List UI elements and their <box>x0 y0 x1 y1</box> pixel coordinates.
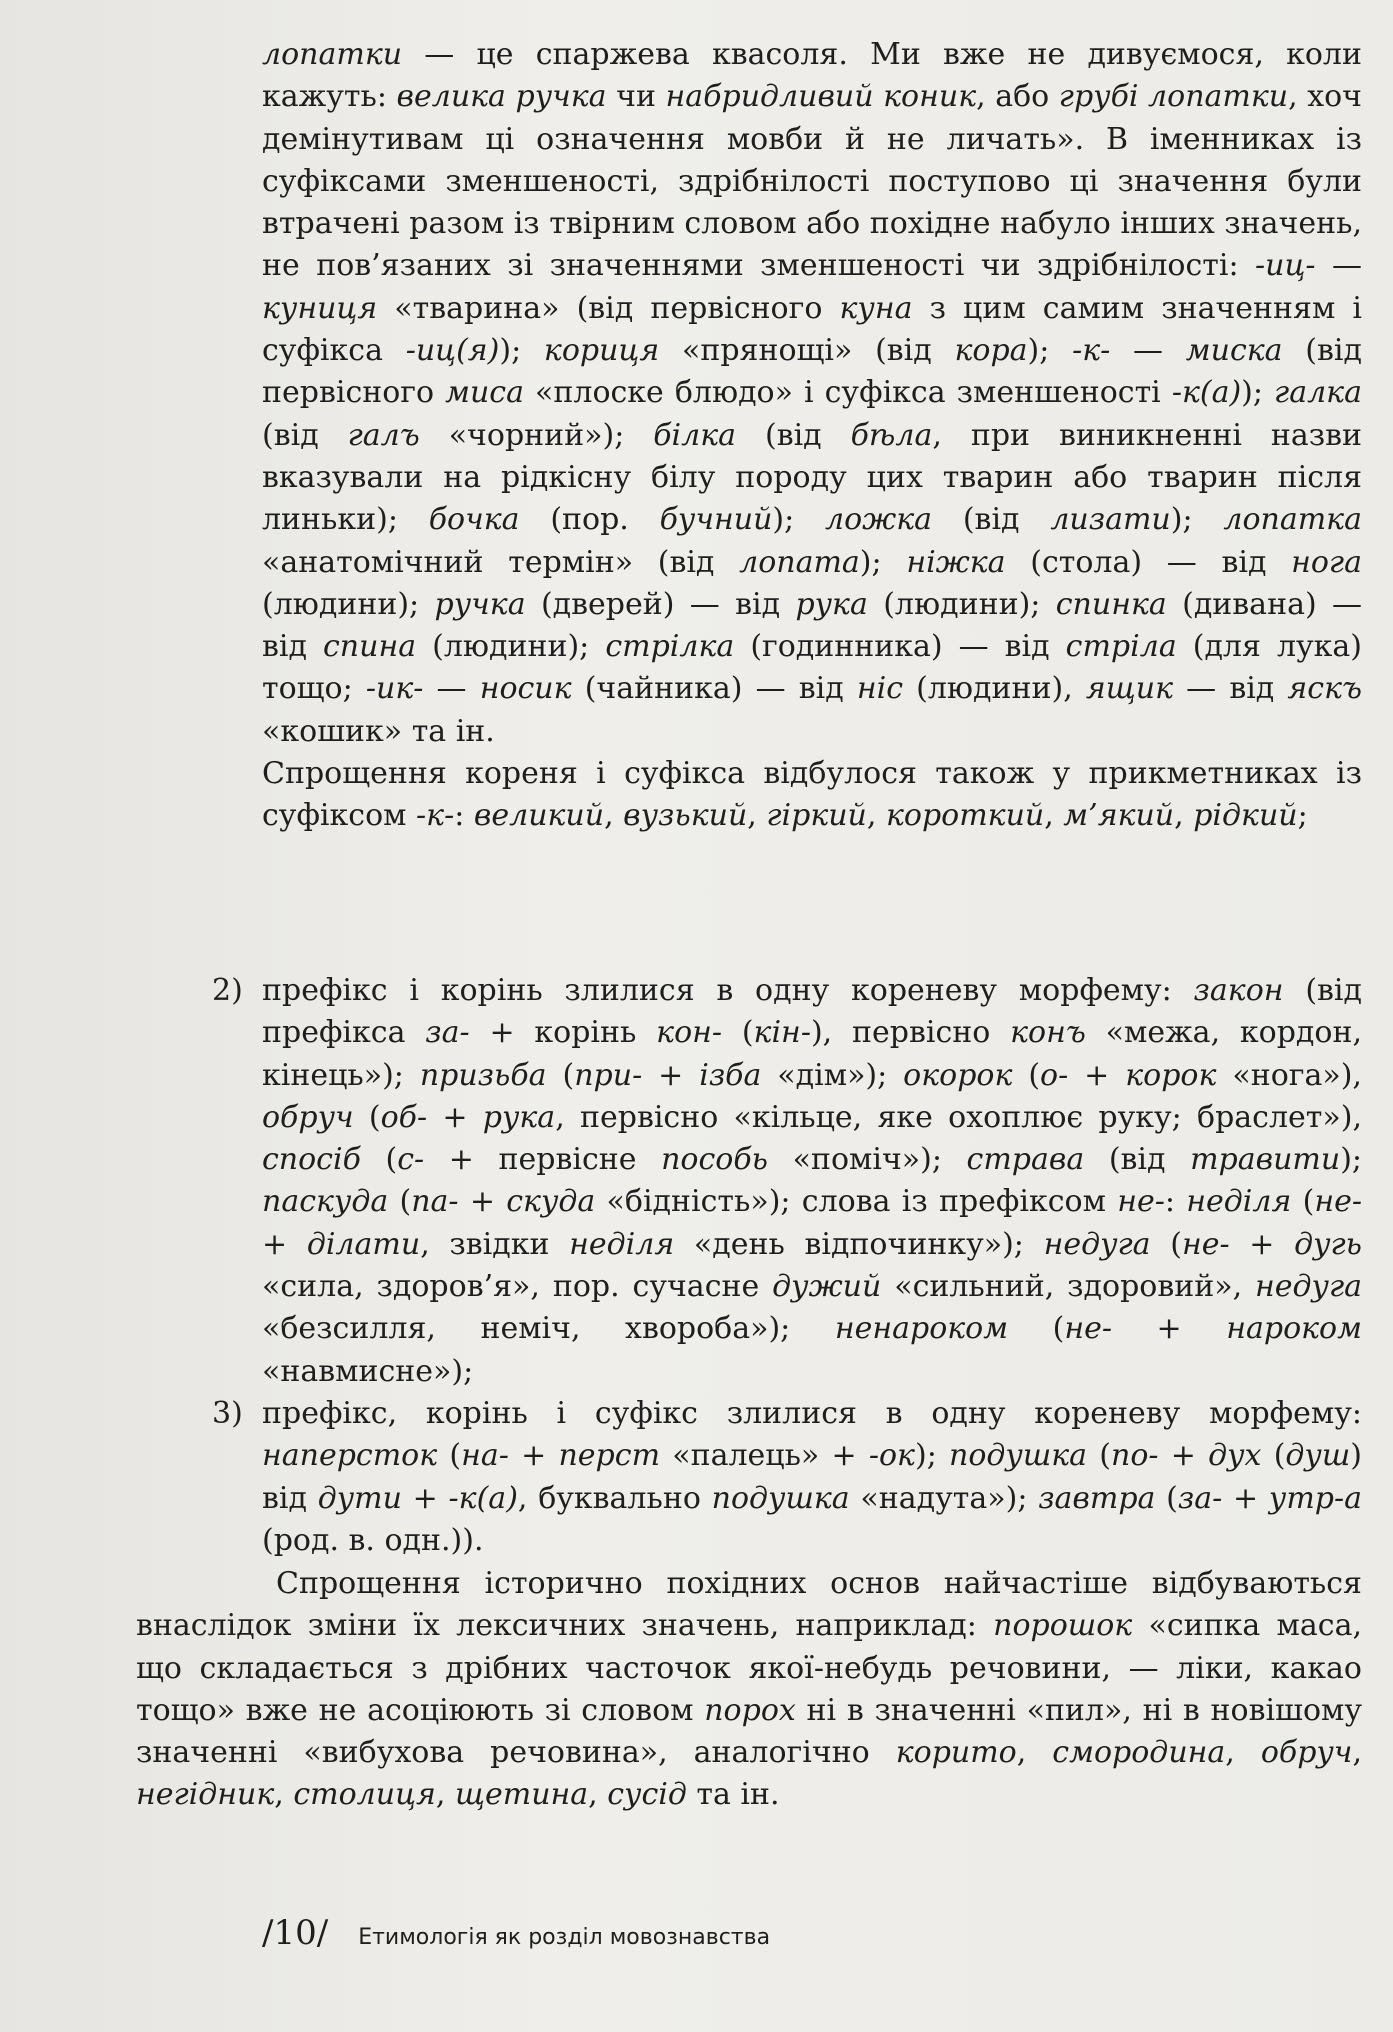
list-item-text <box>262 1393 1362 1562</box>
text-run: + <box>1222 1480 1269 1516</box>
italic-term: дух <box>1208 1438 1262 1474</box>
text-run: ( <box>1291 1184 1315 1220</box>
italic-term: спосіб <box>262 1142 361 1178</box>
text-run: , <box>588 1777 608 1813</box>
italic-term: ніжка <box>906 544 1006 580</box>
italic-term: короткий <box>885 798 1045 834</box>
italic-term: ізба <box>699 1057 762 1093</box>
italic-term: сусід <box>607 1777 687 1813</box>
text-run: «плоске блюдо» і суфікса зменшеності <box>524 375 1172 411</box>
italic-term: лопатки <box>262 37 403 72</box>
italic-term: недуга <box>1043 1226 1151 1262</box>
text-run: (від <box>932 502 1051 538</box>
list-item-2 <box>212 970 1362 1393</box>
italic-term: утр-а <box>1268 1480 1362 1516</box>
italic-term: паскуда <box>262 1184 389 1220</box>
text-run: — від <box>1173 671 1288 707</box>
italic-term: кін- <box>753 1015 811 1051</box>
text-run: ); <box>859 544 907 580</box>
text-run: + <box>642 1057 700 1093</box>
text-run: ( <box>546 1057 575 1093</box>
italic-term: носик <box>479 671 572 707</box>
italic-term: грубі лопатки <box>1058 79 1289 115</box>
italic-term: велика ручка <box>396 79 607 115</box>
italic-term: куниця <box>262 290 378 326</box>
list-number: 3) <box>212 1396 243 1431</box>
italic-term: рука <box>482 1099 556 1135</box>
text-run: , <box>604 798 624 834</box>
italic-term: не- <box>1181 1226 1230 1262</box>
text-run: ні в значенні «пил», ні в новішому значенні «вибухова речовина», аналогічно <box>136 1692 1362 1771</box>
italic-term: травити <box>1190 1142 1341 1178</box>
italic-term: -иц- <box>1255 248 1316 284</box>
text-run: (пор. <box>519 502 660 538</box>
italic-term: ніс <box>856 671 904 707</box>
text-run: (чайника) — від <box>571 671 857 707</box>
text-run: «палець» + <box>660 1438 869 1474</box>
italic-term: неділя <box>1186 1184 1292 1220</box>
italic-term: спинка <box>1055 586 1167 622</box>
text-run: (від первісного <box>262 333 1362 411</box>
text-run: , звідки <box>420 1226 570 1262</box>
italic-term: подушка <box>949 1438 1088 1474</box>
italic-term: не- <box>1314 1184 1363 1220</box>
text-run: + <box>1229 1226 1295 1262</box>
text-run: ( <box>437 1438 462 1474</box>
italic-term: білка <box>653 417 737 453</box>
text-run: Спрощення кореня і суфікса відбулося також у прикметниках із суфіксом <box>262 756 1362 834</box>
text-run: ( <box>1261 1438 1286 1474</box>
text-run: ( <box>722 1015 754 1051</box>
italic-term: спина <box>323 629 417 665</box>
text-run: + <box>1068 1057 1126 1093</box>
text-run: (людини); <box>416 629 606 665</box>
italic-term: порошок <box>993 1608 1133 1644</box>
italic-term: обруч <box>262 1099 354 1135</box>
italic-term: ручка <box>434 586 526 622</box>
text-run: , <box>1352 1735 1363 1771</box>
italic-term: призьба <box>419 1057 547 1093</box>
italic-term: лопата <box>739 544 860 580</box>
paragraph-adjectives <box>262 753 1362 838</box>
italic-term: рука <box>795 586 868 622</box>
italic-term: нароком <box>1226 1311 1362 1347</box>
italic-term: неділя <box>569 1226 675 1262</box>
italic-term: -ок <box>868 1438 915 1474</box>
paragraph-diminutives <box>262 34 1362 838</box>
text-run: (дверей) — від <box>525 586 796 622</box>
running-title: Етимологія як розділ мовознавства <box>358 1925 771 1950</box>
text-run: ( <box>353 1099 381 1135</box>
italic-term: недуга <box>1255 1269 1363 1305</box>
text-run: , <box>435 1777 455 1813</box>
text-run: «сильний, здоровий», <box>881 1269 1256 1305</box>
italic-term: подушка <box>711 1480 850 1516</box>
italic-term: дугь <box>1294 1226 1362 1262</box>
text-run: «день відпочинку»); <box>674 1226 1044 1262</box>
text-run: «нога»), <box>1216 1057 1362 1093</box>
text-run: , <box>1016 1735 1053 1771</box>
italic-term: о- <box>1040 1057 1069 1093</box>
italic-term: ділати <box>306 1226 421 1262</box>
italic-term: рідкий <box>1193 798 1298 834</box>
text-run: ; <box>1297 798 1308 834</box>
text-run: , хоч демінутивам ці означення мовби й не личать». В іменниках із суфіксами зменшеності, здрібнілості поступово ці значення були втрачені разом із твірним словом або похідне набуло інших значень, не пов’язаних зі значеннями зменшеності чи здрібнілості: <box>262 79 1363 284</box>
text-run: , <box>1174 798 1194 834</box>
italic-term: м’який <box>1063 798 1175 834</box>
text-run: (для лука) тощо; <box>262 629 1362 707</box>
italic-term: ящик <box>1085 671 1174 707</box>
italic-term: гіркий <box>766 798 867 834</box>
italic-term: скуда <box>506 1184 596 1220</box>
italic-term: великий <box>473 798 605 834</box>
italic-term: закон <box>1193 973 1284 1008</box>
text-run: (людини); <box>867 586 1056 622</box>
italic-term: дути <box>317 1480 402 1516</box>
italic-term: ненароком <box>834 1311 1009 1347</box>
text-run: (від <box>736 417 851 453</box>
list-number: 2) <box>212 973 243 1008</box>
italic-term: корок <box>1125 1057 1217 1093</box>
text-run: (від <box>262 417 348 453</box>
italic-term: стрілка <box>605 629 735 665</box>
italic-term: наперсток <box>262 1438 438 1474</box>
text-run: ); <box>1027 333 1073 369</box>
text-run: префікс, корінь і суфікс злилися в одну кореневу морфему: <box>262 1396 1362 1431</box>
text-run: + <box>1112 1311 1227 1347</box>
text-run: ( <box>1150 1226 1182 1262</box>
text-run: (годинника) — від <box>734 629 1066 665</box>
text-run: (людини), <box>903 671 1086 707</box>
italic-term: па- <box>411 1184 459 1220</box>
text-run: , первісно «кільце, яке охоплює руку; браслет»), <box>555 1099 1362 1135</box>
text-run: «безсилля, неміч, хвороба»); <box>262 1311 835 1347</box>
italic-term: смородина <box>1052 1735 1226 1771</box>
italic-term: ложка <box>825 502 933 538</box>
list-item-3 <box>212 1393 1362 1562</box>
text-run: «межа, кордон, кінець»); <box>262 1015 1362 1093</box>
text-run: «надута»); <box>849 1480 1039 1516</box>
text-run: + <box>262 1226 307 1262</box>
text-run: , <box>1044 798 1064 834</box>
italic-term: обруч <box>1260 1735 1353 1771</box>
italic-term: конъ <box>1010 1015 1086 1051</box>
text-run: — <box>1315 248 1363 284</box>
italic-term: набридливий коник <box>665 79 977 115</box>
italic-term: галъ <box>347 417 420 453</box>
text-run: ( <box>388 1184 412 1220</box>
text-run: ( <box>1008 1311 1065 1347</box>
text-run: ); <box>772 502 825 538</box>
paragraph-text <box>262 34 1362 753</box>
italic-term: столиця <box>293 1777 436 1813</box>
italic-term: лопатка <box>1223 502 1362 538</box>
italic-term: при- <box>574 1057 643 1093</box>
text-run: , при виникненні назви вказували на рідкісну білу породу цих тварин або тварин після линьки); <box>262 417 1362 538</box>
italic-term: -к- <box>1072 333 1111 369</box>
italic-term: не- <box>1117 1184 1165 1220</box>
text-run: ); <box>1170 502 1224 538</box>
text-run: «чорний»); <box>419 417 654 453</box>
italic-term: за- <box>425 1015 470 1051</box>
text-run: — <box>1110 333 1186 369</box>
italic-term: пособь <box>661 1142 768 1178</box>
text-run: «тварина» (від первісного <box>377 290 840 326</box>
text-run: «навмисне»); <box>262 1353 474 1389</box>
text-run: префікс і корінь злилися в одну кореневу морфему: <box>262 973 1194 1008</box>
italic-term: бѣла <box>850 417 933 453</box>
text-run: , <box>274 1777 294 1813</box>
text-run: (дивана) — від <box>262 586 1363 665</box>
text-run: Спрощення історично похідних основ найчастіше відбуваються внаслідок зміни їх лексичних значень, наприклад: <box>136 1566 1362 1644</box>
text-run: + корінь <box>469 1015 657 1051</box>
text-run: «дім»); <box>761 1057 904 1093</box>
italic-term: кон- <box>656 1015 723 1051</box>
italic-term: -к(а) <box>448 1480 518 1516</box>
text-run: (від префікса <box>262 973 1362 1051</box>
text-run: , <box>1225 1735 1261 1771</box>
italic-term: с- <box>397 1142 425 1178</box>
italic-term: за- <box>1177 1480 1223 1516</box>
italic-term: вузький <box>623 798 748 834</box>
text-run: ), первісно <box>810 1015 1011 1051</box>
italic-term: порох <box>704 1692 796 1728</box>
text-run: ( <box>1087 1438 1111 1474</box>
italic-term: нога <box>1291 544 1362 580</box>
text-run: ( <box>1012 1057 1041 1093</box>
text-run: «сипка маса, що складається з дрібних часточок якої-небудь речовини, — ліки, какао тощо» вже не асоціюють зі словом <box>136 1608 1362 1728</box>
text-run: «сила, здоров’я», пор. сучасне <box>262 1269 773 1305</box>
text-run: «прянощі» (від <box>659 333 955 369</box>
text-run: ); <box>1241 375 1275 411</box>
italic-term: -к- <box>416 798 455 834</box>
italic-term: -иц(я) <box>405 333 500 369</box>
text-run: + первісне <box>424 1142 662 1178</box>
italic-term: куна <box>839 290 913 326</box>
text-run: , буквально <box>517 1480 712 1516</box>
text-run: ( <box>1155 1480 1178 1516</box>
text-run: , <box>747 798 767 834</box>
text-run: + <box>401 1480 449 1516</box>
list-item-text <box>262 970 1362 1393</box>
italic-term: негідник <box>136 1777 275 1813</box>
text-run: «поміч»); <box>768 1142 967 1178</box>
text-run: «бідність»); слова із префіксом <box>595 1184 1118 1220</box>
italic-term: страва <box>966 1142 1085 1178</box>
text-run: та ін. <box>686 1777 780 1813</box>
text-run: «кошик» та ін. <box>262 713 495 749</box>
italic-term: миска <box>1185 333 1283 369</box>
italic-term: бочка <box>428 502 520 538</box>
italic-term: бучний <box>659 502 773 538</box>
text-run: (людини); <box>262 586 435 622</box>
italic-term: стріла <box>1065 629 1177 665</box>
italic-term: дужий <box>772 1269 882 1305</box>
text-run: з цим самим значенням і суфікса <box>262 290 1362 369</box>
text-run: + <box>508 1438 559 1474</box>
italic-term: галка <box>1274 375 1362 411</box>
italic-term: завтра <box>1038 1480 1156 1516</box>
italic-term: лизати <box>1050 502 1171 538</box>
text-run: , або <box>976 79 1059 115</box>
text-run: , <box>866 798 886 834</box>
text-run: — це спаржева квасоля. Ми вже не дивуємося, коли кажуть: <box>262 37 1362 115</box>
text-run: + <box>427 1099 483 1135</box>
italic-term: об- <box>380 1099 428 1135</box>
italic-term: щетина <box>454 1777 589 1813</box>
italic-term: не- <box>1064 1311 1113 1347</box>
text-run: : <box>1164 1184 1187 1220</box>
italic-term: кора <box>954 333 1028 369</box>
italic-term: яскъ <box>1287 671 1362 707</box>
italic-term: на- <box>461 1438 509 1474</box>
italic-term: по- <box>1111 1438 1159 1474</box>
italic-term: -ик- <box>365 671 424 707</box>
text-run: ); <box>914 1438 950 1474</box>
text-run: + <box>458 1184 507 1220</box>
page-number: /10/ <box>262 1913 329 1953</box>
text-run: чи <box>606 79 666 115</box>
paragraph-simplification <box>136 1563 1362 1817</box>
text-run: ) від <box>262 1438 1362 1516</box>
italic-term: душ <box>1285 1438 1351 1474</box>
text-run: (род. в. одн.)). <box>262 1522 484 1558</box>
text-run: (від <box>1084 1142 1191 1178</box>
text-run: — <box>423 671 480 707</box>
italic-term: кориця <box>543 333 660 369</box>
italic-term: миса <box>445 375 524 411</box>
text-run: ); <box>499 333 544 369</box>
text-run: «анатомічний термін» (від <box>262 544 740 580</box>
page-footer <box>262 1913 770 1953</box>
text-run: ( <box>360 1142 398 1178</box>
text-run: (стола) — від <box>1005 544 1292 580</box>
italic-term: корито <box>895 1735 1017 1771</box>
italic-term: -к(а) <box>1171 375 1242 411</box>
text-run: ); <box>1340 1142 1363 1178</box>
italic-term: окорок <box>903 1057 1013 1093</box>
italic-term: перст <box>558 1438 661 1474</box>
text-run: : <box>454 798 474 834</box>
text-run: + <box>1158 1438 1209 1474</box>
